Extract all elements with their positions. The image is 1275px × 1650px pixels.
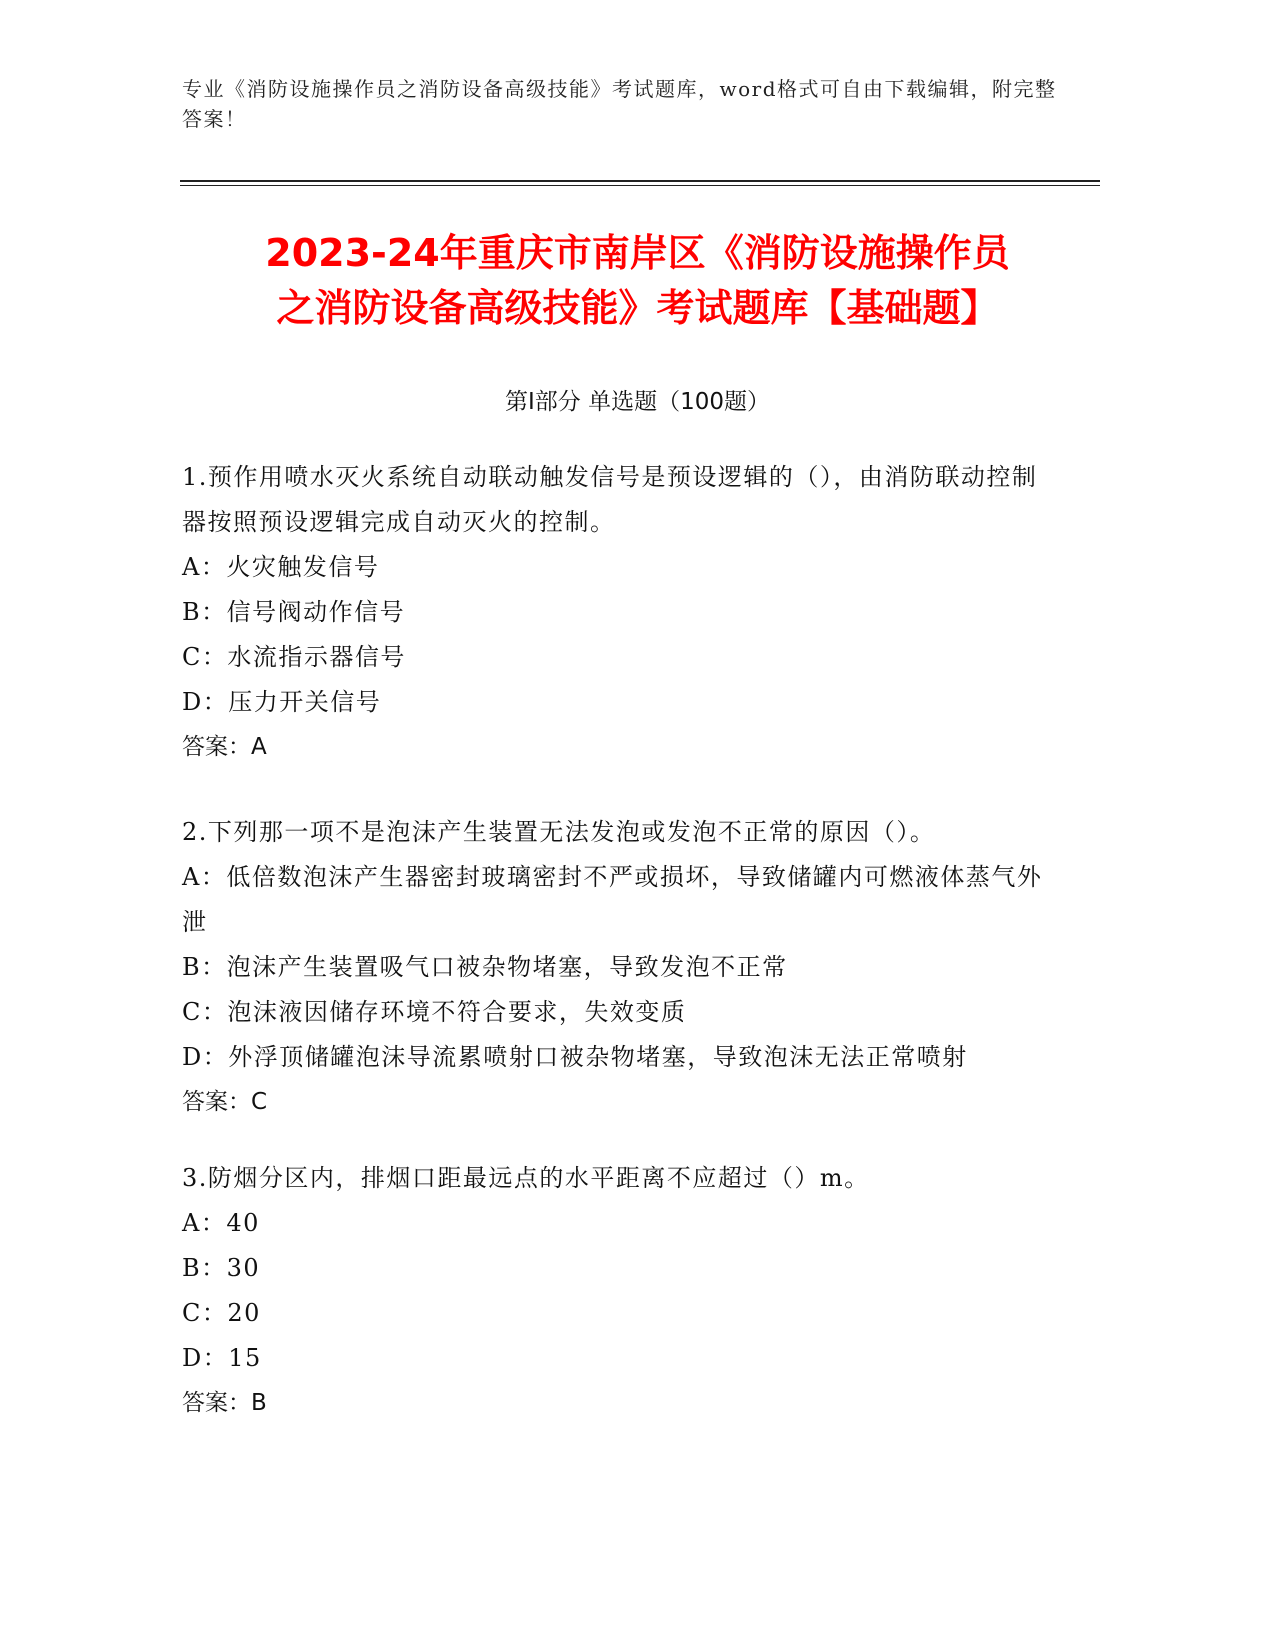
section-heading: 第I部分 单选题（100题） xyxy=(505,389,770,415)
option-d: D：压力开关信号 xyxy=(182,688,382,716)
option-b: B：30 xyxy=(182,1254,261,1282)
option-c: C：水流指示器信号 xyxy=(182,643,406,671)
option-a: A：火灾触发信号 xyxy=(182,553,380,581)
question-stem: 3.防烟分区内，排烟口距最远点的水平距离不应超过（）m。 xyxy=(182,1164,870,1192)
header-note: 专业《消防设施操作员之消防设备高级技能》考试题库，word格式可自由下载编辑，附完整答案！ xyxy=(182,77,1057,131)
option-d: D：外浮顶储罐泡沫导流累喷射口被杂物堵塞，导致泡沫无法正常喷射 xyxy=(182,1043,968,1071)
document-title xyxy=(160,226,1115,336)
question-2 xyxy=(182,810,1062,1125)
question-stem: 2.下列那一项不是泡沫产生装置无法发泡或发泡不正常的原因（）。 xyxy=(182,818,936,846)
question-stem: 1.预作用喷水灭火系统自动联动触发信号是预设逻辑的（），由消防联动控制器按照预设逻辑完成自动灭火的控制。 xyxy=(182,463,1038,536)
question-3 xyxy=(182,1156,1062,1426)
option-b: B：信号阀动作信号 xyxy=(182,598,406,626)
answer: 答案：A xyxy=(182,734,267,760)
option-a: A：40 xyxy=(182,1209,260,1237)
answer: 答案：C xyxy=(182,1089,268,1115)
option-b: B：泡沫产生装置吸气口被杂物堵塞，导致发泡不正常 xyxy=(182,953,788,981)
question-1 xyxy=(182,455,1062,770)
document-title-line-2: 之消防设备高级技能》考试题库【基础题】 xyxy=(276,286,999,330)
option-d: D：15 xyxy=(182,1344,262,1372)
option-a: A：低倍数泡沫产生器密封玻璃密封不严或损坏，导致储罐内可燃液体蒸气外泄 xyxy=(182,863,1043,936)
header-rule-thin xyxy=(180,185,1100,186)
option-c: C：泡沫液因储存环境不符合要求，失效变质 xyxy=(182,998,687,1026)
document-title-line-1: 2023-24年重庆市南岸区《消防设施操作员 xyxy=(265,231,1010,275)
header-rule-thick xyxy=(180,180,1100,182)
answer: 答案：B xyxy=(182,1390,267,1416)
option-c: C：20 xyxy=(182,1299,261,1327)
